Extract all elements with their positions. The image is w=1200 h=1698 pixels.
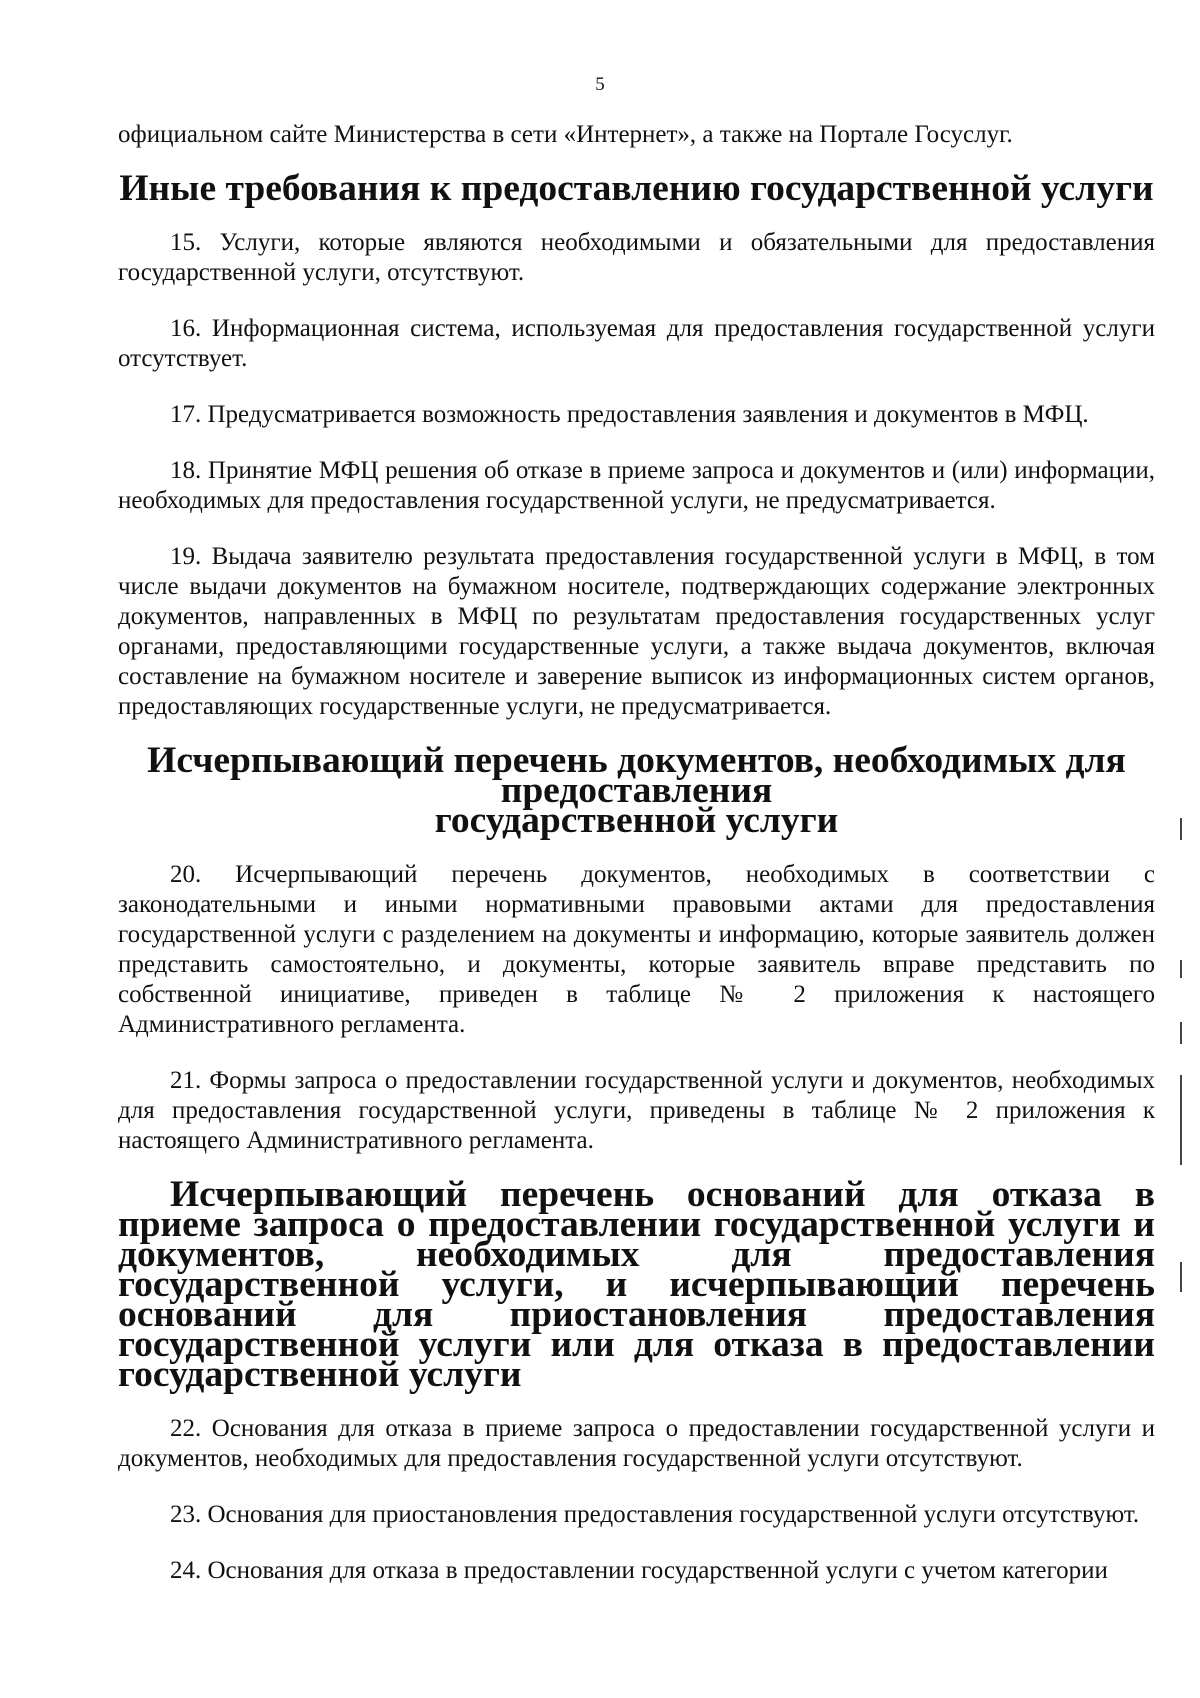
scan-margin-mark: [1180, 1262, 1182, 1292]
lead-line: официальном сайте Министерства в сети «Интернет», а также на Портале Госуслуг.: [118, 121, 1013, 148]
document-body: [118, 120, 1155, 1586]
paragraph-16: 16. Информационная система, используемая для предоставления государственной услуги отсутствует.: [118, 315, 1155, 372]
paragraph-24: 24. Основания для отказа в предоставлении государственной услуги с учетом категории: [170, 1557, 1108, 1584]
section-heading-documents-list-line2: государственной услуги: [434, 800, 839, 841]
paragraph-19: 19. Выдача заявителю результата предоставления государственной услуги в МФЦ, в том числе выдачи документов на бумажном носителе, подтверждающих содержание электронных документов, направленных в МФЦ по результатам предоставления государственных услуг органами, предоставляющими государственные услуги, а также выдача документов, включая составление на бумажном носителе и заверение выписок из информационных систем органов, предоставляющих государственные услуги, не предусматривается.: [118, 543, 1155, 720]
paragraph-18: 18. Принятие МФЦ решения об отказе в приеме запроса и документов и (или) информации, необходимых для предоставления государственной услуги, не предусматривается.: [118, 457, 1155, 514]
paragraph-20: 20. Исчерпывающий перечень документов, необходимых в соответствии с законодательными и иными нормативными правовыми актами для предоставления государственной услуги с разделением на документы и информацию, которые заявитель должен представить самостоятельно, и документы, которые заявитель вправе представить по собственной инициативе, приведен в таблице № 2 приложения к настоящего Административного регламента.: [118, 861, 1155, 1038]
section-heading-refusal-grounds: Исчерпывающий перечень оснований для отказа в приеме запроса о предоставлении государственной услуги и документов, необходимых для предоставления государственной услуги, и исчерпывающий перечень оснований для приостановления предоставления государственной услуги или для отказа в предоставлении государственной услуги: [118, 1174, 1155, 1395]
paragraph-15: 15. Услуги, которые являются необходимыми и обязательными для предоставления государственной услуги, отсутствуют.: [118, 229, 1155, 286]
section-heading-documents-list-line1: Исчерпывающий перечень документов, необходимых для предоставления: [147, 740, 1126, 811]
scan-margin-mark: [1180, 960, 1182, 978]
page-number: 5: [595, 74, 605, 95]
paragraph-23: 23. Основания для приостановления предоставления государственной услуги отсутствуют.: [170, 1501, 1140, 1528]
paragraph-17: 17. Предусматривается возможность предоставления заявления и документов в МФЦ.: [170, 401, 1089, 428]
paragraph-21: 21. Формы запроса о предоставлении государственной услуги и документов, необходимых для предоставления государственной услуги, приведены в таблице № 2 приложения к настоящего Административного регламента.: [118, 1067, 1155, 1154]
section-heading-other-requirements: Иные требования к предоставлению государственной услуги: [119, 168, 1154, 209]
scan-margin-mark: [1180, 1075, 1182, 1165]
scan-margin-mark: [1180, 818, 1182, 840]
section-heading-documents-list: [118, 740, 1155, 841]
paragraph-22: 22. Основания для отказа в приеме запроса о предоставлении государственной услуги и документов, необходимых для предоставления государственной услуги отсутствуют.: [118, 1415, 1155, 1472]
scan-margin-mark: [1180, 1022, 1182, 1044]
